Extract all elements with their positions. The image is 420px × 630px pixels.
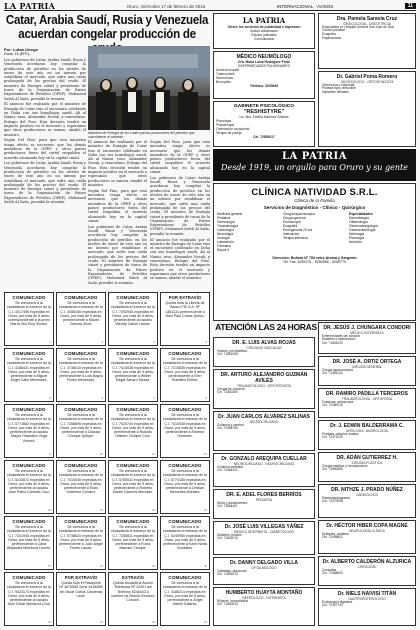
ad-body: Se comunica a la ciudadanía el extravío de la C.I. 7020744 expedida en Oruro, por más de 5 años, perteneciente a Rodolfo Gilsbert Choque Cruz. <box>111 413 155 439</box>
doctor-name: Dr. DANNY DELGADO VILLA <box>230 559 298 566</box>
classified-ad <box>4 516 54 570</box>
doctor-line: Cel. 71842010 <box>217 536 238 541</box>
doctor-poma-ad <box>318 71 416 147</box>
classified-ad <box>160 516 210 570</box>
doctor-name: DR. E. LUIS ALVAS ROJAS <box>232 339 296 346</box>
clinic-item: Gastroenterología <box>349 228 376 232</box>
article-paragraph: Según Del Pino, para que esta iniciativa tenga efecto es necesario que los demás miembros de la OPEP y otros países productores fuera del cártel respalden el acuerdo alcanzado hoy en la capital catarí. <box>88 188 147 223</box>
doctor-line: Várices, pie diabético <box>217 348 248 353</box>
classified-ad <box>160 292 210 346</box>
ad-code: 5 <box>49 397 51 400</box>
doctor-name: HUMBERTO HUAYTA MONTAÑO <box>225 589 303 596</box>
ad-body: Se comunica a la ciudadanía el extravío de la C.I. 7410538 expedida en Oruro, por más de 5 años, perteneciente a Roberto Gimenez. <box>163 413 207 439</box>
doctor-line: Cel. 72471025 <box>322 435 343 440</box>
ad-body: Se comunica a la ciudadanía el extravío de la C.I. 7255811 expedida en Oruro, por más de 5 años, perteneciente a Franz Mamani Choque. <box>111 525 155 551</box>
ad-code: 23 <box>152 621 155 624</box>
doctor-line: Cel. 72486750 <box>217 426 238 431</box>
doctor-line: Epilepsia, cefaleas <box>322 531 349 536</box>
doctor-card <box>318 356 416 386</box>
ad-body: Se comunica a la ciudadanía el extravío de la C.I. 5738620 expedida en Oruro, por más de 5 años, perteneciente a Juan Ángel Flores Laruta. <box>59 525 103 551</box>
clinic-col-3 <box>349 212 412 252</box>
clinic-item: Endoscopía <box>283 220 301 224</box>
doctor-name: DR. NITHZE J. PRADO NÚÑEZ <box>331 486 403 493</box>
ad-title: COMUNICADO <box>168 350 202 356</box>
doctor-name: Dr. JUAN CARLOS ÁLVAREZ SALINAS <box>218 413 310 420</box>
doctor-name: DR. JOSÉ A. ORTIZ ORTEGA <box>332 358 402 365</box>
article-paragraph: El anuncio fue realizado por el ministro de Energía de Catar tras el encuentro celebrado en Doha con sus homólogos saudí, Ali al Naimi, ruso, Alexander Novak, y venezolano, Eulogio del Pino. Esta decisión tendrá un impacto positivo en el mercado y esperamos que otros productores se sumen, añadió el ministro. <box>4 102 86 137</box>
doctor-line: Implantes dentales <box>322 90 349 95</box>
page-header <box>4 2 416 11</box>
medico-line: Neumonías <box>216 76 233 80</box>
patria-box-sub: Ofrece los servicios de publicidad e impresión <box>227 25 301 29</box>
doctor-name: Dr. NIELS NAIVISI TITÁN <box>337 590 397 597</box>
ad-body: Se comunica a la ciudadanía el extravío de la C.I. 7210835 expedida en Oruro, por más de 5 años, perteneciente a Elen Ruediles Esther. <box>163 357 207 383</box>
ad-title: POR EXTRAVÍO <box>64 574 98 580</box>
gabinete-phone: Cel. 72850017 <box>253 135 275 139</box>
ad-title: COMUNICADO <box>64 462 98 468</box>
gabinete-line: Psicoterapia <box>216 123 235 127</box>
classified-ad <box>56 516 106 570</box>
classified-ad <box>56 460 106 514</box>
doctor-line: Riñones, hemodiálisis <box>217 598 249 603</box>
patria-banner <box>213 149 416 181</box>
medico-specialty: ENFERMEDADES PULMONARES <box>238 64 290 68</box>
ad-body: Se comunica a la ciudadanía el extravío de la C.I. 7241945 expedida en Oruro, por más de 5 años, perteneciente a Carla Alejandra Mendoza Lucero. <box>7 525 51 551</box>
doctor-name: Dr. ALBERTO CALDERÓN ALZURICA <box>322 558 412 565</box>
ad-title: EXTRAVÍO <box>122 574 144 580</box>
doctor-specialty: MÉDICO INTERNISTA <box>350 330 384 335</box>
ad-body: Se comunica a la ciudadanía el extravío de la C.I. 5774165 expedida en Oruro, por más de 5 años, perteneciente a Cristian Mercedes Morales. <box>163 469 207 495</box>
doctor-name: DR. ARTURO ALEJANDRO GUZMÁN AVILÉS <box>220 371 308 384</box>
doctor-specialty: UROLOGÍA - ANDROLOGÍA <box>346 428 388 433</box>
doctor-specialty: GINECOLOGÍA - OBSTETRICIA <box>343 21 391 26</box>
doctor-line: Niños y adolescentes <box>217 500 248 505</box>
byline-place: Doha, 16 (EFE).- <box>4 52 32 57</box>
doctor-line: Control prenatal <box>322 28 345 33</box>
ministers-photo-image <box>88 46 210 130</box>
page-number: 11 <box>405 3 416 9</box>
classified-ad <box>4 348 54 402</box>
ad-title: COMUNICADO <box>12 462 46 468</box>
doctor-specialty: TRAUMATOLOGÍA - ORTOPEDIA <box>341 396 393 401</box>
doctor-line: Cel. 72481100 <box>322 371 343 376</box>
issue-date: Oruro, miércoles 17 de febrero de 2016 <box>126 3 206 9</box>
article-photo <box>88 46 210 130</box>
gabinete-doctor: Lic. Mst. Ethelia Martínez Solares <box>239 115 289 119</box>
doctor-line: Prótesis fija y removible <box>322 86 356 91</box>
doctor-card <box>318 452 416 482</box>
article-paragraph: Los gobiernos de Catar, Arabia Saudí, Rusia y Venezuela acordaron hoy congelar la producción de petróleo en los niveles de enero de este año en un intento por estabilizar el mercado, que sufre una caída prolongada de los precios del crudo. El ministro de Energía catarí y presidente de turno de la Organización de Países Exportadores de Petróleo (OPEP), Mohamed Saleh Al Sada, presidió la reunión. <box>4 161 86 204</box>
ad-body: Se comunica a la ciudadanía el extravío de la C.I. 4188214 expedida en Oruro, por más de 5 años, perteneciente a Ángel Martín Galarza. <box>163 581 207 607</box>
article-paragraph: Los gobiernos de Catar, Arabia Saudí, Rusia y Venezuela acordaron hoy congelar la producción de petróleo en los niveles de enero de este año en un intento por estabilizar el mercado, que sufre una caída prolongada de los precios del crudo. El ministro de Energía catarí y presidente de turno de la Organización de Países Exportadores de Petróleo (OPEP), Mohamed Saleh Al Sada, presidió la reunión. <box>150 175 210 236</box>
classified-ad <box>108 292 158 346</box>
byline-agency: Por: Lutsa Urrego <box>4 47 39 52</box>
ad-body: Se comunica a la ciudadanía el extravío de la C.I. 4058155 expedida en Oruro, por más de 5 años, perteneciente a Mauro Zamora Zuna. <box>59 301 103 327</box>
doctor-specialty: NEUROCIRUJANO - NEUROCIRUJANO <box>233 461 295 466</box>
classified-ad <box>108 348 158 402</box>
doctor-line: Cel. 72484321 <box>217 468 238 473</box>
ad-body: Se comunica a la ciudadanía el extravío de la C.I. 4017498 expedida en Oruro, por más de 5 años, correspondiente a la joven María Ollo Eloy Silvani. <box>7 301 51 327</box>
ad-body: Se comunica a la ciudadanía el extravío de la C.I. 5233672 expedida en Oruro, por más de 5 años, perteneciente al usuario Juan Pablo Carballo Cruz. <box>7 469 51 495</box>
section-name: INTERNACIONAL - AVISOS <box>276 3 334 9</box>
doctor-specialty: PEDIATRA <box>255 497 273 502</box>
ad-code: 3 <box>153 341 155 344</box>
medico-line: Bronquitis <box>216 80 231 84</box>
doctor-line: Cel. 72480015 <box>322 403 343 408</box>
ad-title: COMUNICADO <box>168 406 202 412</box>
doctor-line: Enfermedades del corazón <box>322 333 361 338</box>
clinic-item: Otorrinolaringología <box>349 224 378 228</box>
doctor-card <box>318 556 416 586</box>
newspaper-logo: LA PATRIA <box>4 1 56 11</box>
ad-code: 2 <box>101 341 103 344</box>
ad-title: COMUNICADO <box>12 518 46 524</box>
patria-box-line: Avisos clasificados <box>250 29 278 33</box>
classified-ad <box>160 404 210 458</box>
doctor-card <box>318 520 416 554</box>
gabinete-name: "RESHISTYRE" <box>243 109 285 115</box>
ad-code: 13 <box>48 509 51 512</box>
doctor-line: Cel. 71845120 <box>322 341 343 346</box>
patria-box-title: LA PATRIA <box>242 16 286 25</box>
medico-title: MÉDICO NEUMÓLOGO <box>236 54 292 60</box>
atencion-24-horas: ATENCIÓN LAS 24 HORAS <box>215 322 317 332</box>
classified-ad <box>4 292 54 346</box>
doctor-specialty: OFTALMÓLOGO <box>251 565 277 570</box>
ad-body: Se comunica a la ciudadanía el extravío de la C.I. 4188431 expedida en Oruro, por más de 5 años, perteneciente a Miguel Ángel Calle Menesses. <box>7 357 51 383</box>
doctor-name: Dr. HÉCTOR HIBER COPA MAGNE <box>326 522 408 529</box>
clinic-subtitle: Clínica de la Familia <box>294 198 335 203</box>
classified-ad <box>4 404 54 458</box>
ad-code: 18 <box>100 565 103 568</box>
doctor-name: Dr. JOSÉ LUIS VILLEGAS YÁÑEZ <box>224 523 304 530</box>
clinic-item: Neurología <box>217 232 234 236</box>
ad-title: COMUNICADO <box>12 406 46 412</box>
ad-body: Se comunica a la ciudadanía el extravío de la C.I. 5240950 expedida en Oruro, por más de 5 años, perteneciente a Karin Ninfa Gonzales. <box>163 525 207 551</box>
doctor-card <box>318 588 416 626</box>
doctor-line: Especialista en Hospital General San Juan de Dios <box>322 24 395 29</box>
clinic-item: Laboratorio <box>217 240 234 244</box>
ad-title: COMUNICADO <box>168 462 202 468</box>
clinic-col-2 <box>283 212 346 252</box>
clinic-item: Ginecología <box>217 220 235 224</box>
doctor-card <box>213 337 315 367</box>
clinic-item: Pediatría <box>217 216 231 220</box>
ad-title: COMUNICADO <box>116 350 150 356</box>
ad-title: COMUNICADO <box>116 406 150 412</box>
article-paragraph: Según Del Pino, para que esta iniciativa tenga efecto es necesario que los demás miembros de la OPEP y otros países productores fuera del cártel respalden el acuerdo alcanzado hoy en la capital catarí. <box>4 138 86 160</box>
doctor-specialty: CIRUJANO VASCULAR <box>246 345 282 350</box>
doctor-line: Cirugía estética y reconstructiva <box>322 463 368 468</box>
doctor-card <box>213 411 315 451</box>
banner-title: LA PATRIA <box>282 151 347 162</box>
ad-code: 7 <box>153 397 155 400</box>
ad-body: Se comunica a la ciudadanía el extravío de la C.I. 7410538 expedida en Oruro, por más de 5 años, perteneciente a Wilber Edgar Aimaro Mezas. <box>111 357 155 383</box>
doctor-line: Ortodoncia y ortopedia <box>322 82 355 87</box>
article-column-1 <box>4 58 86 288</box>
doctor-saravia-ad <box>318 13 416 69</box>
patria-services-box <box>213 13 315 49</box>
doctor-name: DR. E. ADEL FLORES BERRÍOS <box>226 491 302 498</box>
ad-title: COMUNICADO <box>116 462 150 468</box>
doctor-line: Cirugía de columna <box>217 386 245 391</box>
ad-body: Se comunica a la ciudadanía el extravío de la C.I. 7268695 expedida en Oruro, por más de 5 años, perteneciente a Claudia Choque Quispe. <box>59 413 103 439</box>
doctor-specialty: GASTROENTERÓLOGO <box>348 596 386 601</box>
gabinete-line: Psicología <box>216 119 232 123</box>
doctor-line: Cel. 72497744 <box>322 603 343 608</box>
classified-ads-grid <box>4 292 210 626</box>
doctor-specialty: CIRUGÍA PLÁSTICA <box>351 460 383 465</box>
doctor-specialty: NEFRÓLOGO - INTERNISTA <box>242 595 286 600</box>
clinic-item: Cirugía general <box>283 216 306 220</box>
doctor-line: Electrocardiograma <box>322 495 350 500</box>
classified-ad <box>56 404 106 458</box>
classified-ad <box>160 348 210 402</box>
doctor-line: Columna vertebral <box>217 464 244 469</box>
clinic-item: Terapia intensiva <box>283 236 308 240</box>
ad-code: 10 <box>100 453 103 456</box>
doctor-line: Cel. 71851055 <box>217 352 238 357</box>
medico-line: Asma bronquial <box>216 68 239 72</box>
ad-title: COMUNICADO <box>64 518 98 524</box>
doctor-line: Papanicolaou <box>322 36 342 41</box>
doctor-specialty: UROLOGÍA <box>358 564 376 569</box>
doctor-name: DR. ADÁN GUTIÉRREZ H. <box>336 454 398 461</box>
clinic-phone: Tel. Fax: 5254731 - 5250566 - 5256770 <box>283 260 346 264</box>
ad-title: COMUNICADO <box>168 574 202 580</box>
ad-title: COMUNICADO <box>64 406 98 412</box>
doctor-line: Próstata, cálculos renales <box>322 431 359 436</box>
article-paragraph: El anuncio fue realizado por el ministro de Energía de Catar tras el encuentro celebrado en Doha con sus homólogos saudí, Ali al Naimi, ruso, Alexander Novak, y venezolano, Eulogio del Pino. Esta decisión tendrá un impacto positivo en el mercado y esperamos que otros productores se sumen, añadió el ministro. <box>88 140 147 187</box>
medico-neumologo-ad <box>213 51 315 99</box>
doctor-name: Dr. J. EDWIN BALDERRAMA C. <box>330 422 404 429</box>
doctor-name: DR. JESÚS J. CHUNGARA CONDORI <box>323 324 411 331</box>
ad-title: COMUNICADO <box>116 518 150 524</box>
doctor-specialty: MÉDICO INTERNISTA - DIABETÓLOGO <box>233 529 295 534</box>
clinic-services: Servicios de Diagnóstico - Clínico - Quirúrgico <box>263 205 366 210</box>
classified-ad <box>56 348 106 402</box>
ad-code: 12 <box>204 453 207 456</box>
article-paragraph: El anuncio fue realizado por el ministro de Energía de Catar tras el encuentro celebrado en Doha con sus homólogos saudí, Ali al Naimi, ruso, Alexander Novak, y venezolano, Eulogio del Pino. Esta decisión tendrá un impacto positivo en el mercado y esperamos que otros productores se sumen, añadió el ministro. <box>150 237 210 281</box>
doctor-name: Dr. GONZALO AREQUIPA CUELLAR <box>221 455 307 462</box>
ad-title: COMUNICADO <box>12 350 46 356</box>
doctor-card <box>213 489 315 519</box>
photo-caption: Ministros de Energía de los cuatro países productores del petróleo que suscribieron el acuerdo. <box>88 131 195 139</box>
ad-body: Se comunica a la ciudadanía el extravío de la C.I. 7292945 expedida en Oruro, por más de 5 años, perteneciente al usuario Wendy Carlos Llanos. <box>111 301 155 327</box>
doctor-card <box>213 557 315 585</box>
medico-phone: Teléfono: 5250646 <box>249 84 279 88</box>
clinic-item: Internación <box>283 232 300 236</box>
banner-slogan: Desde 1919, un orgullo para Oruro y su gente <box>221 163 408 172</box>
doctor-card <box>318 420 416 450</box>
classified-ad <box>108 572 158 626</box>
classified-ad <box>56 572 106 626</box>
doctor-line: Cel. 72470066 <box>322 499 343 504</box>
ad-title: COMUNICADO <box>12 574 46 580</box>
ad-code: 15 <box>152 509 155 512</box>
ad-code: 17 <box>48 565 51 568</box>
ad-title: COMUNICADO <box>64 294 98 300</box>
ad-body: Queda anulada la Acción Telefónica Nº 22491 del Teléfono 5246433 a nombre de Braulio Escarzo Condori. <box>111 581 155 603</box>
ad-title: POR EXTRAVÍO <box>168 294 202 300</box>
ad-body: Queda nula la Libreta de Banco FIE S.A. Nº 1481131 perteneciente a Jhon Paul Chaca Quiroz. <box>165 301 205 318</box>
doctor-name: DR. RAMIRO PADILLA TERCEROS <box>326 390 408 397</box>
clinic-item: Cardiología <box>217 228 234 232</box>
clinic-address: Dirección: Bolívar Nº 753 entre Aroma y Sargento <box>272 256 357 260</box>
clinic-item: Oftalmología <box>349 220 368 224</box>
doctor-line: Endoscopía digestiva <box>322 599 353 604</box>
ad-code: 11 <box>152 453 155 456</box>
gabinete-title: GABINETE PSICOLÓGICO <box>234 104 294 109</box>
clinic-item: Medicina general <box>217 212 243 216</box>
clinic-columns <box>214 210 415 254</box>
classified-ad <box>108 404 158 458</box>
article-headline: Catar, Arabia Saudí, Rusia y Venezuela acuerdan congelar producción de <box>5 13 209 41</box>
ad-code: 20 <box>204 565 207 568</box>
article-column-3 <box>150 140 210 288</box>
doctor-specialty: NEUROLOGÍA CLÍNICA <box>349 528 385 533</box>
doctor-line: Cel. 72466600 <box>322 571 343 576</box>
ad-code: 4 <box>205 341 207 344</box>
classified-ad <box>108 516 158 570</box>
article-column-2 <box>88 140 147 288</box>
ad-code: 19 <box>152 565 155 568</box>
doctor-specialty: ODONTÓLOGO - ORTODONCISTA <box>340 79 394 84</box>
clinic-item: Psicología <box>349 236 365 240</box>
doctor-name: Dr. Gabriel Poma Romero <box>336 73 398 80</box>
doctor-line: Cel. 71891010 <box>217 572 238 577</box>
classified-ad <box>4 460 54 514</box>
ad-body: Se comunica a la ciudadanía el extravío de la C.I. 9423173 expedida en Oruro, por más de 5 años, perteneciente al usuario Julio César Mendoza Cruz. <box>7 581 51 607</box>
doctor-specialty: NEUROCIRUJANO <box>249 419 279 424</box>
doctor-card <box>318 388 416 418</box>
patria-box-line: Edictos judiciales <box>251 33 277 37</box>
ad-body: Se comunica a la ciudadanía el extravío de la C.I. 7410545 expedida en Oruro, por más de 5 años, perteneciente a Elías Gutiérrez Condori. <box>59 469 103 495</box>
doctor-card <box>213 521 315 555</box>
doctor-line: Cataratas, glaucoma <box>217 568 247 573</box>
article-byline <box>4 48 84 56</box>
clinic-col-1 <box>217 212 280 252</box>
doctor-line: Diabetes, tiroides <box>217 532 242 537</box>
ad-code: 16 <box>204 509 207 512</box>
gabinete-psicologico-ad <box>213 101 315 147</box>
ad-body: Se comunica a la ciudadanía el extravío de la C.I. 5765532 expedida en Oruro, por más de 5 años, perteneciente a Roberto Daniel Cáceres Mercado. <box>111 469 155 495</box>
ad-code: 8 <box>205 397 207 400</box>
clinic-item: Urología <box>217 236 230 240</box>
ad-body: Queda nulo el Pasaporte Nº 4670565 Serie A166595 de Oscar Carlos Cárdenas Ledo. <box>59 581 103 598</box>
doctor-line: Ecografía <box>322 32 336 37</box>
doctor-line: Consultas <box>322 567 337 572</box>
classified-ad <box>108 460 158 514</box>
doctor-line: Diabetes e hipertensión <box>322 337 356 342</box>
clinica-natividad-ad <box>213 183 416 321</box>
doctor-line: Cel. 71840033 <box>217 602 238 607</box>
ad-body: Se comunica a la ciudadanía el extravío de la C.I. 5774682 expedida en Oruro, por más de 5 años, perteneciente al usuario Mayra Orlandino Vega Vincent. <box>7 413 51 443</box>
doctor-line: Cel. 71890555 <box>322 467 343 472</box>
clinic-item: Nefrología <box>349 232 365 236</box>
ad-code: 22 <box>100 621 103 624</box>
article-paragraph: Los gobiernos de Catar, Arabia Saudí, Rusia y Venezuela acordaron hoy congelar la producción de petróleo en los niveles de enero de este año en un intento por estabilizar el mercado, que sufre una caída prolongada de los precios del crudo. El ministro de Energía catarí y presidente de turno de la Organización de Países Exportadores de Petróleo (OPEP), Mohamed Saleh Al Sada, presidió la reunión. <box>88 224 147 285</box>
ad-code: 1 <box>49 341 51 344</box>
ad-code: 24 <box>204 621 207 624</box>
doctor-line: Cel. 71830250 <box>217 390 238 395</box>
doctor-card <box>213 587 315 626</box>
doctor-card <box>213 453 315 487</box>
classified-ad <box>160 460 210 514</box>
classified-ad <box>160 572 210 626</box>
doctor-card <box>318 484 416 518</box>
classified-ad <box>56 292 106 346</box>
clinic-item: Rayos X <box>217 248 230 252</box>
doctor-card <box>213 369 315 409</box>
clinic-item: Traumatología <box>217 224 239 228</box>
clinic-item: Nutrición <box>349 240 363 244</box>
gabinete-line: Orientación vocacional <box>216 127 250 131</box>
doctor-line: Cel. 71854401 <box>217 504 238 509</box>
article-paragraph: Según Del Pino, para que esta iniciativa tenga efecto es necesario que los demás miembros de la OPEP y otros países productores fuera del cártel respalden el acuerdo alcanzado hoy en la capital catarí. <box>150 140 210 175</box>
doctor-line: Fracturas, artroscopía <box>322 399 354 404</box>
doctor-specialty: CIRUGÍA GENERAL <box>351 364 383 369</box>
medico-line: Tuberculosis <box>216 72 235 76</box>
clinic-name: CLÍNICA NATIVIDAD S.R.L. <box>251 187 378 198</box>
article-paragraph: Los gobiernos de Catar, Arabia Saudí, Rusia y Venezuela acordaron hoy congelar la producción de petróleo en los niveles de enero de este año en un intento por estabilizar el mercado, que sufre una caída prolongada de los precios del crudo. El ministro de Energía catarí y presidente de turno de la Organización de Países Exportadores de Petróleo (OPEP), Mohamed Saleh Al Sada, presidió la reunión. <box>4 58 86 101</box>
ad-code: 9 <box>49 453 51 456</box>
ad-code: 21 <box>48 621 51 624</box>
doctor-card <box>318 322 416 354</box>
ad-code: 14 <box>100 509 103 512</box>
clinic-item: Dermatología <box>349 216 369 220</box>
classified-ad <box>4 572 54 626</box>
clinic-item: Emergencias 24 hrs <box>283 228 313 232</box>
doctor-line: Cirugía laparoscópica <box>322 367 353 372</box>
doctor-line: Cel. 72498802 <box>322 535 343 540</box>
clinic-item: Farmacia <box>217 244 231 248</box>
doctor-specialty: CARDIÓLOGO <box>355 492 379 497</box>
doctor-specialty: TRAUMATÓLOGO - ORTOPEDISTA <box>237 383 291 388</box>
clinic-item: Cirugía laparoscópica <box>283 212 315 216</box>
clinic-item: Especialidades <box>349 212 373 216</box>
ad-title: COMUNICADO <box>12 294 46 300</box>
ad-title: COMUNICADO <box>64 350 98 356</box>
medico-name: Dra. María Luisa Rodríguez Pinto <box>238 60 290 64</box>
ad-code: 6 <box>101 397 103 400</box>
patria-box-line: Comunicados <box>253 37 275 41</box>
clinic-item: Ecografía <box>283 224 298 228</box>
ad-title: COMUNICADO <box>168 518 202 524</box>
doctor-name: Dra. Pamela Saravia Cruz <box>336 15 398 22</box>
doctor-line: Columna y cerebro <box>217 422 244 427</box>
ad-body: Se comunica a la ciudadanía el extravío de la C.I. 3738415 expedida en Oruro, por más de 5 años, perteneciente a Luis Mayra Flores Menesses. <box>59 357 103 383</box>
gabinete-line: Terapia de pareja <box>216 131 242 135</box>
ad-title: COMUNICADO <box>116 294 150 300</box>
